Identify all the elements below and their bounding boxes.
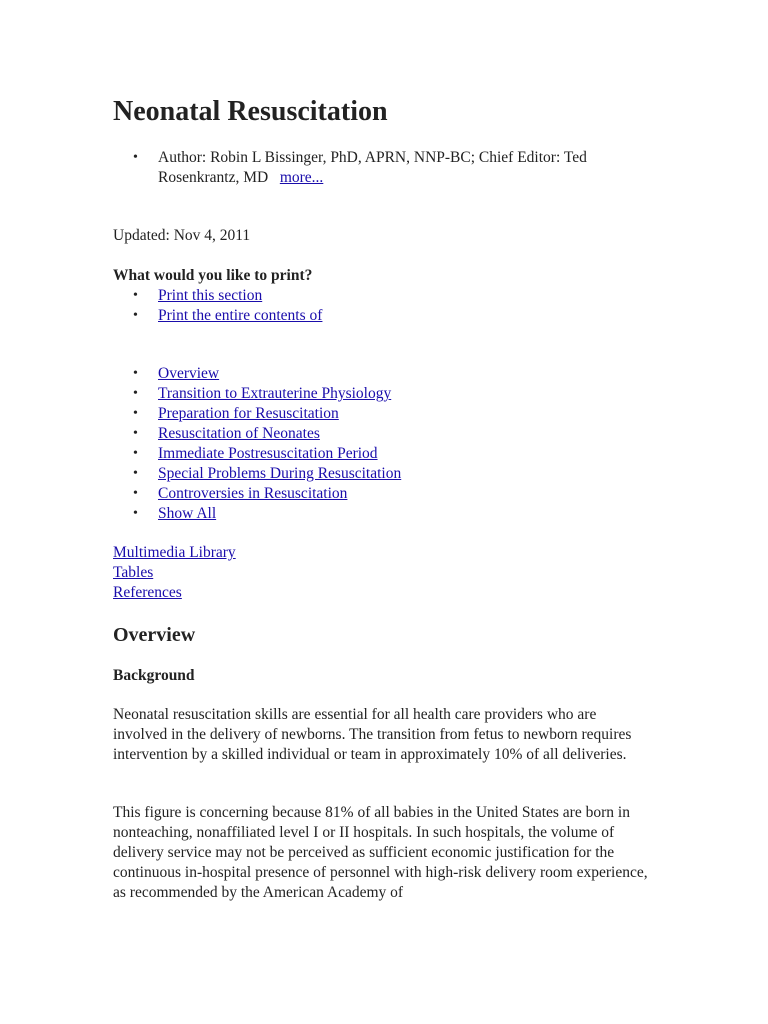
toc-link-preparation[interactable]: Preparation for Resuscitation: [158, 405, 339, 422]
print-question: What would you like to print?: [113, 267, 313, 284]
toc-item: [113, 424, 401, 444]
subheading-background: Background: [113, 667, 195, 684]
author-line: [113, 148, 633, 188]
toc-link-controversies[interactable]: Controversies in Resuscitation: [158, 485, 348, 502]
toc-item: [113, 384, 401, 404]
author-list: [113, 148, 633, 188]
body-paragraph: Neonatal resuscitation skills are essential for all health care providers who are involved in the delivery of newborns. The transition from fetus to newborn requires intervention by a skilled individual or team in approximately 10% of all deliveries.: [113, 706, 632, 763]
more-link[interactable]: more...: [279, 169, 324, 186]
print-entire-link[interactable]: Print the entire contents of: [158, 307, 323, 324]
toc-link-overview[interactable]: Overview: [158, 365, 220, 382]
print-options-list: [113, 286, 322, 326]
tables-link[interactable]: Tables: [113, 564, 154, 581]
toc-item: [113, 444, 401, 464]
toc-item: [113, 464, 401, 484]
toc-link-special-problems[interactable]: Special Problems During Resuscitation: [158, 465, 402, 482]
table-of-contents: [113, 364, 401, 524]
toc-link-show-all[interactable]: Show All: [158, 505, 217, 522]
page-title: Neonatal Resuscitation: [113, 96, 388, 127]
print-option-item: [113, 306, 322, 326]
toc-link-resuscitation[interactable]: Resuscitation of Neonates: [158, 425, 320, 442]
toc-item: [113, 504, 401, 524]
toc-item: [113, 364, 401, 384]
multimedia-library-link[interactable]: Multimedia Library: [113, 544, 236, 561]
toc-link-postresuscitation[interactable]: Immediate Postresuscitation Period: [158, 445, 378, 462]
toc-item: [113, 404, 401, 424]
body-paragraph: This figure is concerning because 81% of all babies in the United States are born in nonteaching, nonaffiliated level I or II hospitals. In such hospitals, the volume of delivery service may not be perceived as sufficient economic justification for the continuous in-hospital presence of personnel with high-risk delivery room experience, as recommended by the American Academy of: [113, 804, 648, 901]
resource-links: [113, 543, 236, 603]
updated-date: Updated: Nov 4, 2011: [113, 227, 251, 244]
toc-link-transition[interactable]: Transition to Extrauterine Physiology: [158, 385, 392, 402]
author-text: Author: Robin L Bissinger, PhD, APRN, NNP-BC; Chief Editor: Ted Rosenkrantz, MD: [158, 149, 587, 186]
references-link[interactable]: References: [113, 584, 182, 601]
toc-item: [113, 484, 401, 504]
section-heading-overview: Overview: [113, 624, 196, 646]
print-option-item: [113, 286, 322, 306]
print-section-link[interactable]: Print this section: [158, 287, 263, 304]
